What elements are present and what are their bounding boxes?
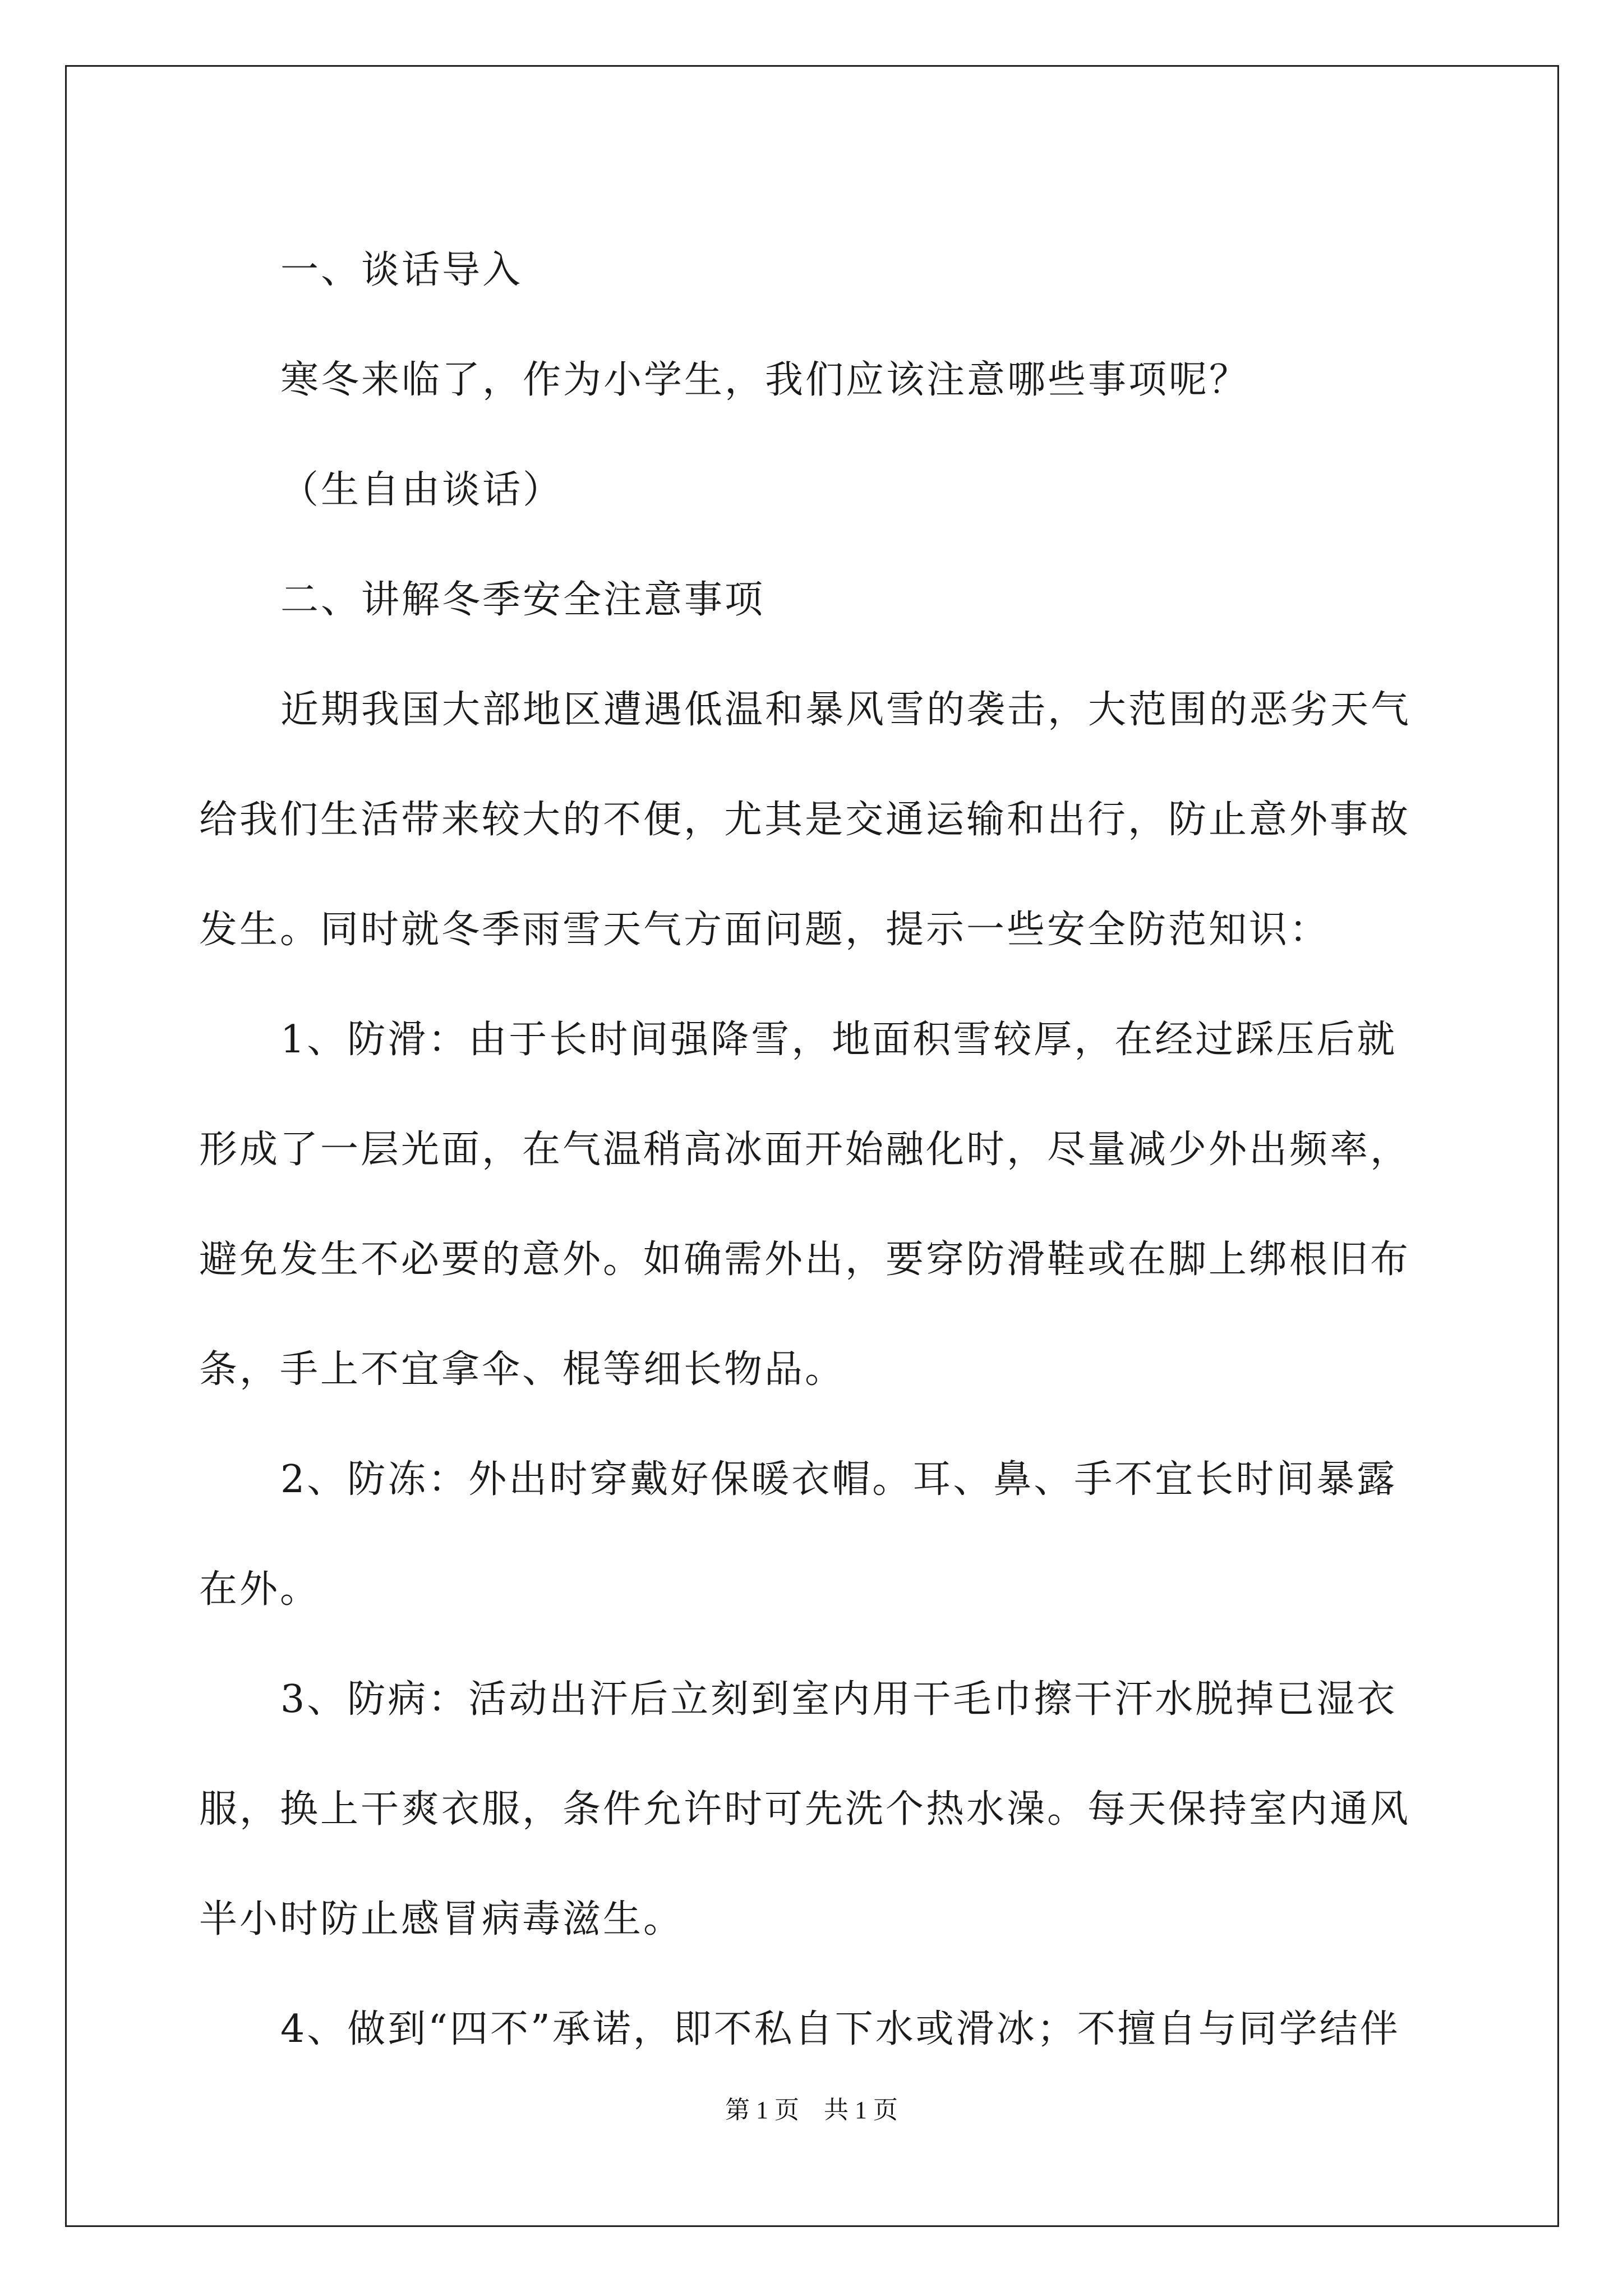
paragraph-four-nos: 4、做到“四不”承诺，即不私自下水或滑冰；不擅自与同学结伴	[280, 2007, 1400, 2051]
paragraph: 寒冬来临了，作为小学生，我们应该注意哪些事项呢？	[280, 358, 1250, 402]
section-heading-intro: 一、谈话导入	[280, 248, 523, 292]
paragraph: （生自由谈话）	[280, 468, 564, 512]
paragraph-anti-slip: 1、防滑：由于长时间强降雪，地面积雪较厚，在经过踩压后就形成了一层光面，在气温稍高冰面开始融化时，尽量减少外出频率，避免发生不必要的意外。如确需外出，要穿防滑鞋或在脚上绑根旧布条，手上不宜拿伞、棍等细长物品。	[199, 1018, 1411, 1392]
page-footer: 第 1 页 共 1 页	[725, 2096, 898, 2124]
paragraph: 近期我国大部地区遭遇低温和暴风雪的袭击，大范围的恶劣天气给我们生活带来较大的不便，尤其是交通运输和出行，防止意外事故发生。同时就冬季雨雪天气方面问题，提示一些安全防范知识：	[199, 688, 1412, 952]
section-heading-safety: 二、讲解冬季安全注意事项	[280, 578, 766, 622]
paragraph-anti-illness: 3、防病：活动出汗后立刻到室内用干毛巾擦干汗水脱掉已湿衣服，换上干爽衣服，条件允许时可先洗个热水澡。每天保持室内通风半小时防止感冒病毒滋生。	[199, 1677, 1411, 1941]
paragraph-anti-freeze: 2、防冻：外出时穿戴好保暖衣帽。耳、鼻、手不宜长时间暴露在外。	[199, 1457, 1398, 1612]
document-body	[199, 215, 1433, 2085]
